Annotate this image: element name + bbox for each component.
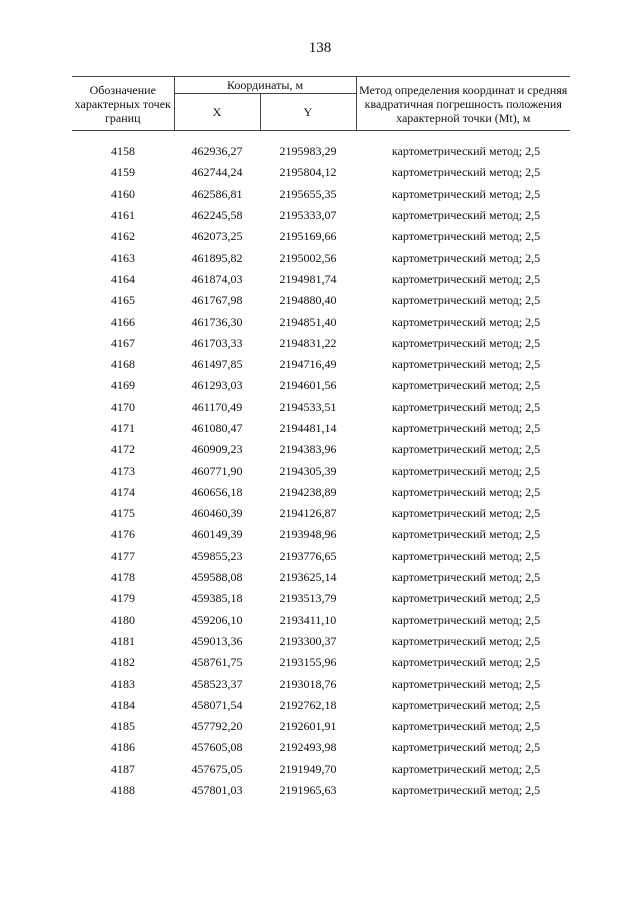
cell-method: картометрический метод; 2,5 [391,655,541,670]
table-row [72,460,570,481]
coordinates-table [72,76,570,801]
cell-method: картометрический метод; 2,5 [391,719,541,734]
cell-method: картометрический метод; 2,5 [391,527,541,542]
cell-method: картометрический метод; 2,5 [391,463,541,478]
cell-method: картометрический метод; 2,5 [391,165,541,180]
cell-point: 4185 [111,719,135,734]
cell-y: 2193948,96 [279,527,337,542]
cell-y: 2192762,18 [279,697,337,712]
cell-method: картометрический метод; 2,5 [391,676,541,691]
cell-method: картометрический метод; 2,5 [391,208,541,223]
cell-x: 460460,39 [191,506,243,521]
cell-x: 461895,82 [191,250,243,265]
cell-method: картометрический метод; 2,5 [391,740,541,755]
cell-x: 461497,85 [191,357,243,372]
cell-method: картометрический метод; 2,5 [391,570,541,585]
cell-y: 2194716,49 [279,357,337,372]
table-row [72,226,570,247]
cell-y: 2194305,39 [279,463,337,478]
cell-y: 2191965,63 [279,783,337,798]
table-row [72,737,570,758]
cell-point: 4180 [111,612,135,627]
cell-point: 4184 [111,697,135,712]
table-row [72,269,570,290]
cell-x: 460771,90 [191,463,243,478]
cell-point: 4160 [111,186,135,201]
cell-x: 461767,98 [191,293,243,308]
table-row [72,439,570,460]
cell-method: картометрический метод; 2,5 [391,314,541,329]
cell-method: картометрический метод; 2,5 [391,271,541,286]
cell-y: 2191949,70 [279,761,337,776]
cell-x: 458523,37 [191,676,243,691]
cell-x: 461874,03 [191,271,243,286]
cell-y: 2195169,66 [279,229,337,244]
cell-method: картометрический метод; 2,5 [391,250,541,265]
cell-point: 4164 [111,271,135,286]
cell-point: 4177 [111,548,135,563]
cell-y: 2194601,56 [279,378,337,393]
table-row [72,375,570,396]
cell-x: 461736,30 [191,314,243,329]
cell-point: 4170 [111,399,135,414]
cell-y: 2194880,40 [279,293,337,308]
cell-y: 2193513,79 [279,591,337,606]
cell-x: 461080,47 [191,421,243,435]
cell-y: 2194851,40 [279,314,337,329]
cell-y: 2195804,12 [279,165,337,180]
page-number: 138 [308,40,332,56]
table-row [72,311,570,332]
cell-y: 2194383,96 [279,442,337,457]
cell-y: 2192493,98 [279,740,337,755]
cell-point: 4167 [111,335,135,350]
cell-y: 2194481,14 [279,421,337,435]
table-row [72,503,570,524]
cell-x: 460656,18 [191,484,243,499]
cell-x: 462936,27 [191,144,243,159]
table-row [72,524,570,545]
cell-method: картометрический метод; 2,5 [391,144,541,159]
table-row [72,354,570,375]
table-row [72,482,570,503]
cell-point: 4188 [111,783,135,798]
table-row [72,418,570,439]
cell-method: картометрический метод; 2,5 [391,378,541,393]
cell-method: картометрический метод; 2,5 [391,229,541,244]
cell-x: 460909,23 [191,442,243,457]
cell-method: картометрический метод; 2,5 [391,442,541,457]
cell-point: 4159 [111,165,135,180]
cell-point: 4181 [111,633,135,648]
cell-y: 2194831,22 [279,335,337,350]
cell-x: 459855,23 [191,548,243,563]
cell-point: 4169 [111,378,135,393]
cell-method: картометрический метод; 2,5 [391,186,541,201]
table-row [72,546,570,567]
cell-y: 2195002,56 [279,250,337,265]
table-row [72,205,570,226]
cell-y: 2193776,65 [279,548,337,563]
cell-x: 459013,36 [191,633,243,648]
cell-method: картометрический метод; 2,5 [391,335,541,350]
cell-x: 459385,18 [191,591,243,606]
cell-x: 462073,25 [191,229,243,244]
cell-point: 4179 [111,591,135,606]
cell-point: 4172 [111,442,135,457]
cell-method: картометрический метод; 2,5 [391,506,541,521]
cell-method: картометрический метод; 2,5 [391,399,541,414]
cell-method: картометрический метод; 2,5 [391,761,541,776]
table-row [72,673,570,694]
cell-point: 4187 [111,761,135,776]
cell-x: 457675,05 [191,761,243,776]
cell-x: 461170,49 [191,399,243,414]
cell-y: 2193018,76 [279,676,337,691]
table-row [72,631,570,652]
cell-point: 4166 [111,314,135,329]
table-row [72,759,570,780]
table-row [72,588,570,609]
cell-y: 2194981,74 [279,271,337,286]
table-row [72,716,570,737]
cell-y: 2194126,87 [279,506,337,521]
cell-method: картометрический метод; 2,5 [391,293,541,308]
cell-x: 457792,20 [191,719,243,734]
cell-point: 4186 [111,740,135,755]
cell-y: 2194533,51 [279,399,337,414]
cell-y: 2193625,14 [279,570,337,585]
cell-point: 4174 [111,484,135,499]
cell-point: 4163 [111,250,135,265]
cell-point: 4176 [111,527,135,542]
cell-y: 2192601,91 [279,719,337,734]
cell-method: картометрический метод; 2,5 [391,697,541,712]
cell-x: 462744,24 [191,165,243,180]
table-row [72,652,570,673]
table-row [72,780,570,801]
cell-x: 462245,58 [191,208,243,223]
cell-x: 459206,10 [191,612,243,627]
table-header [72,77,570,131]
table-row [72,184,570,205]
cell-x: 462586,81 [191,186,243,201]
cell-method: картометрический метод; 2,5 [391,591,541,606]
cell-y: 2193155,96 [279,655,337,670]
cell-point: 4183 [111,676,135,691]
cell-y: 2193411,10 [279,612,337,627]
cell-point: 4165 [111,293,135,308]
cell-point: 4161 [111,208,135,223]
cell-point: 4178 [111,570,135,585]
cell-x: 461293,03 [191,378,243,393]
cell-method: картометрический метод; 2,5 [391,633,541,648]
table-body [72,131,570,802]
header-method: Метод определения координат и средняя квадратичная погрешность положения характерной точки (Mt), м [356,77,570,131]
table-row [72,290,570,311]
cell-y: 2195333,07 [279,208,337,223]
cell-method: картометрический метод; 2,5 [391,612,541,627]
table-row [72,695,570,716]
table-row [72,567,570,588]
cell-x: 460149,39 [191,527,243,542]
table-row [72,610,570,631]
cell-point: 4158 [111,144,135,159]
table-row [72,141,570,162]
cell-point: 4173 [111,463,135,478]
cell-x: 458071,54 [191,697,243,712]
cell-y: 2195983,29 [279,144,337,159]
header-y: Y [260,94,356,131]
header-point-designation: Обозначение характерных точек границ [72,77,174,131]
header-x: X [174,94,260,131]
table-row [72,162,570,183]
cell-method: картометрический метод; 2,5 [391,484,541,499]
cell-method: картометрический метод; 2,5 [391,357,541,372]
table-row [72,247,570,268]
cell-method: картометрический метод; 2,5 [391,548,541,563]
cell-method: картометрический метод; 2,5 [391,421,541,435]
cell-point: 4168 [111,357,135,372]
cell-x: 458761,75 [191,655,243,670]
cell-x: 457605,08 [191,740,243,755]
cell-x: 457801,03 [191,783,243,798]
cell-point: 4162 [111,229,135,244]
cell-y: 2193300,37 [279,633,337,648]
cell-point: 4175 [111,506,135,521]
cell-point: 4171 [111,421,135,435]
header-coordinates: Координаты, м [174,77,356,94]
table-row [72,397,570,418]
cell-method: картометрический метод; 2,5 [391,783,541,798]
cell-x: 461703,33 [191,335,243,350]
cell-y: 2195655,35 [279,186,337,201]
cell-point: 4182 [111,655,135,670]
cell-y: 2194238,89 [279,484,337,499]
table-row [72,333,570,354]
cell-x: 459588,08 [191,570,243,585]
